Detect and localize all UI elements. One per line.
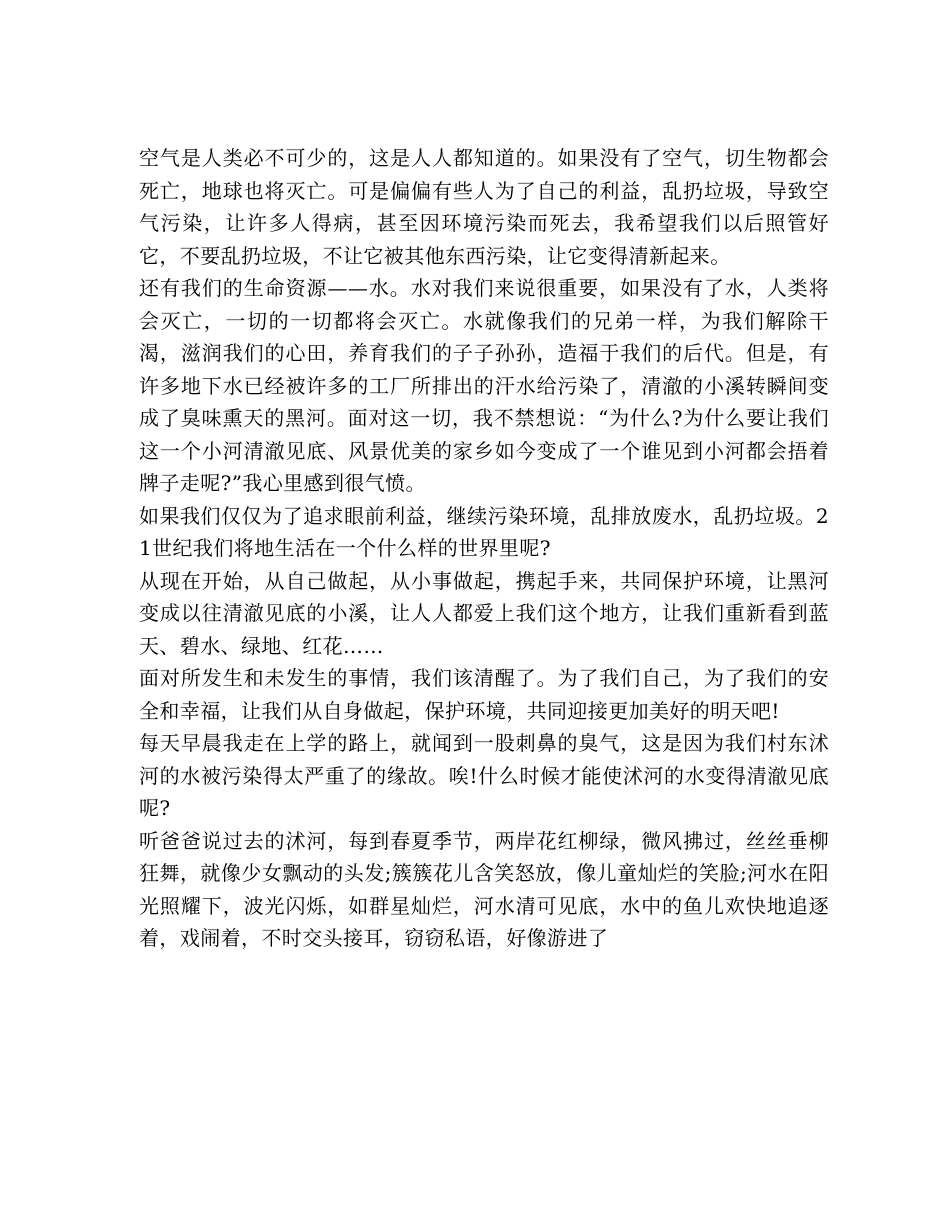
document-body (139, 142, 829, 955)
paragraph: 听爸爸说过去的沭河，每到春夏季节，两岸花红柳绿，微风拂过，丝丝垂柳狂舞，就像少女飘动的头发;簇簇花儿含笑怒放，像儿童灿烂的笑脸;河水在阳光照耀下，波光闪烁，如群星灿烂，河水清可见底，水中的鱼儿欢快地追逐着，戏闹着，不时交头接耳，窃窃私语，好像游进了 (139, 828, 829, 950)
paragraph: 面对所发生和未发生的事情，我们该清醒了。为了我们自己，为了我们的安全和幸福，让我们从自身做起，保护环境，共同迎接更加美好的明天吧! (139, 666, 829, 723)
paragraph: 还有我们的生命资源——水。水对我们来说很重要，如果没有了水，人类将会灭亡，一切的一切都将会灭亡。水就像我们的兄弟一样，为我们解除干渴，滋润我们的心田，养育我们的子子孙孙，造福于我们的后代。但是，有许多地下水已经被许多的工厂所排出的汗水给污染了，清澈的小溪转瞬间变成了臭味熏天的黑河。面对这一切，我不禁想说：“为什么?为什么要让我们这一个小河清澈见底、风景优美的家乡如今变成了一个谁见到小河都会捂着牌子走呢?”我心里感到很气愤。 (139, 276, 829, 495)
paragraph: 从现在开始，从自己做起，从小事做起，携起手来，共同保护环境，让黑河变成以往清澈见底的小溪，让人人都爱上我们这个地方，让我们重新看到蓝天、碧水、绿地、红花…… (139, 568, 829, 658)
paragraph: 空气是人类必不可少的，这是人人都知道的。如果没有了空气，切生物都会死亡，地球也将灭亡。可是偏偏有些人为了自己的利益，乱扔垃圾，导致空气污染，让许多人得病，甚至因环境污染而死去，我希望我们以后照管好它，不要乱扔垃圾，不让它被其他东西污染，让它变得清新起来。 (139, 146, 829, 268)
paragraph: 如果我们仅仅为了追求眼前利益，继续污染环境，乱排放废水，乱扔垃圾。21世纪我们将地生活在一个什么样的世界里呢? (139, 503, 829, 560)
paragraph: 每天早晨我走在上学的路上，就闻到一股刺鼻的臭气，这是因为我们村东沭河的水被污染得太严重了的缘故。唉!什么时候才能使沭河的水变得清澈见底呢? (139, 731, 829, 820)
